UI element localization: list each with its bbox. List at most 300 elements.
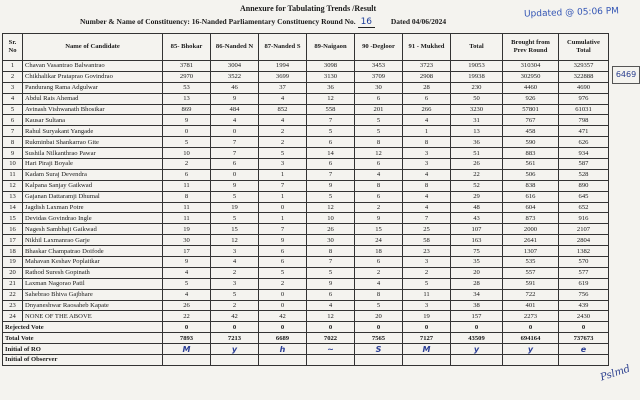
vote-cell: 4	[403, 115, 451, 126]
vote-cell: 5	[355, 126, 403, 137]
candidate-name: Devidas Govindrao Ingle	[23, 213, 163, 224]
cell: 0	[259, 322, 307, 333]
vote-cell: 266	[403, 104, 451, 115]
vote-cell: 0	[259, 289, 307, 300]
vote-cell: 1	[259, 169, 307, 180]
vote-cell: 2	[163, 159, 211, 170]
vote-cell: 30	[355, 82, 403, 93]
candidate-name: Abdul Rais Ahemad	[23, 93, 163, 104]
vote-cell: 616	[503, 191, 559, 202]
vote-cell: 604	[503, 202, 559, 213]
candidate-name: Mahavan Keshav Poplaitkar	[23, 257, 163, 268]
vote-cell: 3130	[307, 71, 355, 82]
table-row	[3, 104, 609, 115]
vote-cell: 1994	[259, 61, 307, 72]
document-header	[0, 0, 640, 32]
vote-cell: 6	[211, 159, 259, 170]
vote-cell: 310304	[503, 61, 559, 72]
vote-cell: 401	[503, 300, 559, 311]
vote-cell: 230	[451, 82, 503, 93]
vote-cell: 19	[211, 202, 259, 213]
candidate-name: Bhaskar Champatrao Doifode	[23, 246, 163, 257]
candidate-name: Kalpana Sanjay Gaikwad	[23, 180, 163, 191]
vote-cell: 869	[163, 104, 211, 115]
cell: 737673	[559, 333, 609, 344]
rejected-vote-row	[3, 322, 609, 333]
vote-cell: 20	[451, 267, 503, 278]
vote-cell: 558	[307, 104, 355, 115]
vote-cell: 4	[211, 115, 259, 126]
vote-cell: 587	[559, 159, 609, 170]
header-row	[3, 34, 609, 61]
vote-cell: 15	[355, 224, 403, 235]
vote-cell: 3709	[355, 71, 403, 82]
vote-cell: 9	[163, 115, 211, 126]
vote-cell: 12	[355, 148, 403, 159]
vote-cell: 11	[163, 202, 211, 213]
vote-cell: 8	[403, 137, 451, 148]
table-row	[3, 126, 609, 137]
table-row	[3, 169, 609, 180]
table-row	[3, 180, 609, 191]
vote-cell: 35	[451, 257, 503, 268]
table-row	[3, 191, 609, 202]
vote-cell: 2273	[503, 311, 559, 322]
vote-cell: 50	[451, 93, 503, 104]
vote-cell: 2	[211, 267, 259, 278]
vote-cell: 3	[259, 159, 307, 170]
cell: 0	[355, 322, 403, 333]
vote-cell: 0	[259, 300, 307, 311]
sr-no: 8	[3, 137, 23, 148]
annexure-title: Annexure for Tabulating Trends /Result	[240, 4, 377, 13]
cell: 7127	[403, 333, 451, 344]
vote-cell: 557	[503, 267, 559, 278]
vote-cell: 2804	[559, 235, 609, 246]
vote-cell: 8	[355, 180, 403, 191]
table-row	[3, 224, 609, 235]
col-header: Brought from Prev Round	[503, 34, 559, 61]
vote-cell: 7	[259, 224, 307, 235]
vote-cell: 890	[559, 180, 609, 191]
cell	[163, 355, 211, 366]
vote-cell: 107	[451, 224, 503, 235]
sr-no: 14	[3, 202, 23, 213]
sr-no: 16	[3, 224, 23, 235]
vote-cell: 2970	[163, 71, 211, 82]
vote-cell: 13	[451, 126, 503, 137]
vote-cell: 157	[451, 311, 503, 322]
vote-cell: 25	[403, 224, 451, 235]
table-row	[3, 311, 609, 322]
cell	[211, 355, 259, 366]
col-header: 87-Nanded S	[259, 34, 307, 61]
vote-cell: 42	[211, 311, 259, 322]
vote-cell: 52	[451, 180, 503, 191]
vote-cell: 26	[163, 300, 211, 311]
col-header: 85- Bhokar	[163, 34, 211, 61]
candidate-name: Gajanan Dattaramji Dhumal	[23, 191, 163, 202]
candidate-name: Sahebrao Bhiva Gajbhare	[23, 289, 163, 300]
cell	[259, 355, 307, 366]
vote-cell: 873	[503, 213, 559, 224]
vote-cell: 9	[211, 93, 259, 104]
vote-cell: 5	[259, 148, 307, 159]
vote-cell: 3	[403, 300, 451, 311]
col-header: Cumulative Total	[559, 34, 609, 61]
round-number: 16	[358, 17, 375, 28]
vote-cell: 2	[403, 267, 451, 278]
col-header: Name of Candidate	[23, 34, 163, 61]
sr-no: 5	[3, 104, 23, 115]
vote-cell: 5	[211, 191, 259, 202]
candidate-name: Jagdish Laxman Potre	[23, 202, 163, 213]
candidate-name: Sushila Nilkanthrao Pawar	[23, 148, 163, 159]
vote-cell: 20	[355, 311, 403, 322]
candidate-name: Rahul Suryakant Yangade	[23, 126, 163, 137]
initial-mark: ~	[307, 344, 355, 355]
vote-cell: 5	[355, 300, 403, 311]
vote-cell: 10	[163, 148, 211, 159]
vote-cell: 7	[307, 169, 355, 180]
vote-cell: 22	[163, 311, 211, 322]
vote-cell: 22	[451, 169, 503, 180]
sr-no: 18	[3, 246, 23, 257]
sr-no: 23	[3, 300, 23, 311]
vote-cell: 1	[259, 213, 307, 224]
candidate-name: Nagesh Sambhaji Gaikwad	[23, 224, 163, 235]
sr-no: 12	[3, 180, 23, 191]
vote-cell: 7	[211, 137, 259, 148]
vote-cell: 18	[355, 246, 403, 257]
vote-cell: 916	[559, 213, 609, 224]
vote-cell: 57801	[503, 104, 559, 115]
vote-cell: 3522	[211, 71, 259, 82]
vote-cell: 2	[355, 267, 403, 278]
vote-cell: 11	[403, 289, 451, 300]
vote-cell: 3699	[259, 71, 307, 82]
vote-cell: 4	[403, 191, 451, 202]
vote-cell: 0	[211, 169, 259, 180]
initial-mark: y	[503, 344, 559, 355]
vote-cell: 7	[403, 213, 451, 224]
vote-cell: 3	[403, 257, 451, 268]
vote-cell: 883	[503, 148, 559, 159]
vote-cell: 26	[307, 224, 355, 235]
row-label: Total Vote	[3, 333, 163, 344]
vote-cell: 3781	[163, 61, 211, 72]
candidate-name: Hari Piraji Boyale	[23, 159, 163, 170]
vote-cell: 15	[211, 224, 259, 235]
vote-cell: 9	[355, 213, 403, 224]
vote-cell: 1	[259, 191, 307, 202]
cell: 0	[559, 322, 609, 333]
vote-cell: 302950	[503, 71, 559, 82]
vote-cell: 9	[307, 278, 355, 289]
table-row	[3, 61, 609, 72]
vote-cell: 590	[503, 137, 559, 148]
candidate-name: Kausar Sultana	[23, 115, 163, 126]
vote-cell: 838	[503, 180, 559, 191]
vote-cell: 58	[403, 235, 451, 246]
sr-no: 10	[3, 159, 23, 170]
vote-cell: 471	[559, 126, 609, 137]
cell: 7022	[307, 333, 355, 344]
observer-signature: Pslmd	[599, 363, 632, 384]
cell	[451, 355, 503, 366]
cell: 43509	[451, 333, 503, 344]
initial-observer-row	[3, 355, 609, 366]
vote-cell: 570	[559, 257, 609, 268]
vote-cell: 9	[163, 257, 211, 268]
vote-cell: 6	[163, 169, 211, 180]
cell: 0	[503, 322, 559, 333]
table-row	[3, 278, 609, 289]
vote-cell: 2	[259, 137, 307, 148]
vote-cell: 535	[503, 257, 559, 268]
vote-cell: 6	[259, 257, 307, 268]
vote-cell: 163	[451, 235, 503, 246]
vote-cell: 12	[307, 311, 355, 322]
vote-cell: 2000	[503, 224, 559, 235]
updated-handwritten-note: Updated @ 05:06 PM	[523, 6, 620, 20]
vote-cell: 458	[503, 126, 559, 137]
candidate-name: Pandurang Rama Adgulwar	[23, 82, 163, 93]
vote-cell: 528	[559, 169, 609, 180]
vote-cell: 577	[559, 267, 609, 278]
vote-cell: 5	[355, 115, 403, 126]
table-row	[3, 71, 609, 82]
table-row	[3, 137, 609, 148]
vote-cell: 24	[355, 235, 403, 246]
vote-cell: 19053	[451, 61, 503, 72]
vote-cell: 4	[259, 115, 307, 126]
vote-cell: 17	[163, 246, 211, 257]
vote-cell: 6	[403, 93, 451, 104]
cell: 0	[307, 322, 355, 333]
vote-cell: 4460	[503, 82, 559, 93]
vote-cell: 5	[307, 191, 355, 202]
vote-cell: 26	[451, 159, 503, 170]
vote-cell: 619	[559, 278, 609, 289]
initial-mark: y	[211, 344, 259, 355]
cell: 7565	[355, 333, 403, 344]
vote-cell: 28	[451, 278, 503, 289]
vote-cell: 561	[503, 159, 559, 170]
vote-cell: 7	[307, 115, 355, 126]
candidate-name: Dnyaneshwar Raosaheb Kapate	[23, 300, 163, 311]
vote-cell: 10	[307, 213, 355, 224]
table-row	[3, 82, 609, 93]
vote-cell: 201	[355, 104, 403, 115]
vote-cell: 722	[503, 289, 559, 300]
cell	[503, 355, 559, 366]
table-row	[3, 148, 609, 159]
candidate-name: Chikhalikar Prataprao Govindrao	[23, 71, 163, 82]
sr-no: 24	[3, 311, 23, 322]
vote-cell: 1	[403, 126, 451, 137]
cell: 7213	[211, 333, 259, 344]
candidate-name: Rathod Suresh Gopinath	[23, 267, 163, 278]
vote-cell: 5	[259, 267, 307, 278]
constituency-line	[80, 17, 446, 27]
vote-cell: 6	[355, 159, 403, 170]
vote-cell: 0	[163, 126, 211, 137]
row-label: Rejected Vote	[3, 322, 163, 333]
table-row	[3, 257, 609, 268]
vote-cell: 1382	[559, 246, 609, 257]
table-row	[3, 246, 609, 257]
vote-cell: 439	[559, 300, 609, 311]
initial-mark: e	[559, 344, 609, 355]
initial-mark: M	[403, 344, 451, 355]
vote-cell: 7	[307, 257, 355, 268]
vote-cell: 3098	[307, 61, 355, 72]
table-row	[3, 202, 609, 213]
cell	[403, 355, 451, 366]
vote-cell: 652	[559, 202, 609, 213]
cell: 694164	[503, 333, 559, 344]
table-row	[3, 289, 609, 300]
vote-cell: 798	[559, 115, 609, 126]
candidate-name: Avinash Vishwanath Bhosikar	[23, 104, 163, 115]
vote-cell: 9	[259, 235, 307, 246]
sr-no: 2	[3, 71, 23, 82]
cell: 6689	[259, 333, 307, 344]
vote-cell: 926	[503, 93, 559, 104]
cell	[559, 355, 609, 366]
col-header: 91 - Mukhed	[403, 34, 451, 61]
vote-cell: 6	[355, 191, 403, 202]
vote-cell: 4	[355, 278, 403, 289]
vote-cell: 6	[355, 93, 403, 104]
table-row	[3, 235, 609, 246]
vote-cell: 8	[355, 289, 403, 300]
vote-cell: 0	[211, 126, 259, 137]
cell	[307, 355, 355, 366]
vote-cell: 4	[163, 267, 211, 278]
col-header: 90 -Degloor	[355, 34, 403, 61]
vote-cell: 8	[355, 137, 403, 148]
sr-no: 21	[3, 278, 23, 289]
vote-cell: 53	[163, 82, 211, 93]
candidate-name: Laxman Nagorao Patil	[23, 278, 163, 289]
candidate-rows	[3, 61, 609, 322]
sr-no: 3	[3, 82, 23, 93]
cell: 0	[403, 322, 451, 333]
vote-cell: 19938	[451, 71, 503, 82]
vote-cell: 3230	[451, 104, 503, 115]
cell: 0	[163, 322, 211, 333]
vote-cell: 3	[211, 246, 259, 257]
initial-ro-row	[3, 344, 609, 355]
vote-cell: 9	[211, 180, 259, 191]
sr-no: 13	[3, 191, 23, 202]
sr-no: 1	[3, 61, 23, 72]
vote-cell: 36	[307, 82, 355, 93]
vote-cell: 4	[211, 257, 259, 268]
vote-cell: 23	[403, 246, 451, 257]
initial-mark: M	[163, 344, 211, 355]
vote-cell: 6	[307, 137, 355, 148]
vote-cell: 8	[403, 180, 451, 191]
sr-no: 20	[3, 267, 23, 278]
vote-cell: 42	[259, 311, 307, 322]
vote-cell: 48	[451, 202, 503, 213]
vote-cell: 5	[211, 213, 259, 224]
vote-cell: 30	[163, 235, 211, 246]
vote-cell: 7	[259, 180, 307, 191]
vote-cell: 34	[451, 289, 503, 300]
vote-cell: 3	[211, 278, 259, 289]
vote-cell: 591	[503, 278, 559, 289]
dated-text: Dated 04/06/2024	[390, 17, 447, 26]
table-row	[3, 159, 609, 170]
candidate-name: Nikhil Laxmanrao Garje	[23, 235, 163, 246]
vote-cell: 976	[559, 93, 609, 104]
vote-cell: 756	[559, 289, 609, 300]
row-label: Initial of Observer	[3, 355, 163, 366]
vote-cell: 14	[307, 148, 355, 159]
vote-cell: 934	[559, 148, 609, 159]
vote-cell: 61031	[559, 104, 609, 115]
col-header: Total	[451, 34, 503, 61]
vote-cell: 3453	[355, 61, 403, 72]
vote-cell: 31	[451, 115, 503, 126]
cell	[355, 355, 403, 366]
vote-cell: 8	[307, 246, 355, 257]
vote-cell: 30	[307, 235, 355, 246]
candidate-name: Rukminbai Shankarrao Gite	[23, 137, 163, 148]
vote-cell: 2107	[559, 224, 609, 235]
vote-cell: 852	[259, 104, 307, 115]
vote-cell: 4	[403, 169, 451, 180]
vote-cell: 36	[451, 137, 503, 148]
col-header: Sr. No	[3, 34, 23, 61]
vote-cell: 0	[259, 202, 307, 213]
vote-cell: 5	[307, 126, 355, 137]
vote-cell: 7	[211, 148, 259, 159]
vote-cell: 51	[451, 148, 503, 159]
vote-cell: 3	[403, 159, 451, 170]
vote-cell: 75	[451, 246, 503, 257]
vote-cell: 11	[163, 213, 211, 224]
table-row	[3, 213, 609, 224]
vote-cell: 8	[163, 191, 211, 202]
vote-cell: 19	[403, 311, 451, 322]
vote-cell: 3723	[403, 61, 451, 72]
vote-cell: 2	[259, 278, 307, 289]
vote-cell: 5	[163, 137, 211, 148]
vote-cell: 12	[211, 235, 259, 246]
sr-no: 11	[3, 169, 23, 180]
vote-cell: 2908	[403, 71, 451, 82]
table-row	[3, 267, 609, 278]
candidate-name: Chavan Vasantrao Balwantrao	[23, 61, 163, 72]
vote-cell: 4	[355, 169, 403, 180]
vote-cell: 322888	[559, 71, 609, 82]
vote-cell: 6	[307, 289, 355, 300]
vote-cell: 43	[451, 213, 503, 224]
sr-no: 7	[3, 126, 23, 137]
vote-cell: 3	[403, 148, 451, 159]
vote-cell: 4	[307, 300, 355, 311]
vote-cell: 2	[259, 126, 307, 137]
side-note-box: 6469	[612, 66, 640, 84]
vote-cell: 329357	[559, 61, 609, 72]
col-header: 86-Nanded N	[211, 34, 259, 61]
vote-cell: 4	[259, 93, 307, 104]
